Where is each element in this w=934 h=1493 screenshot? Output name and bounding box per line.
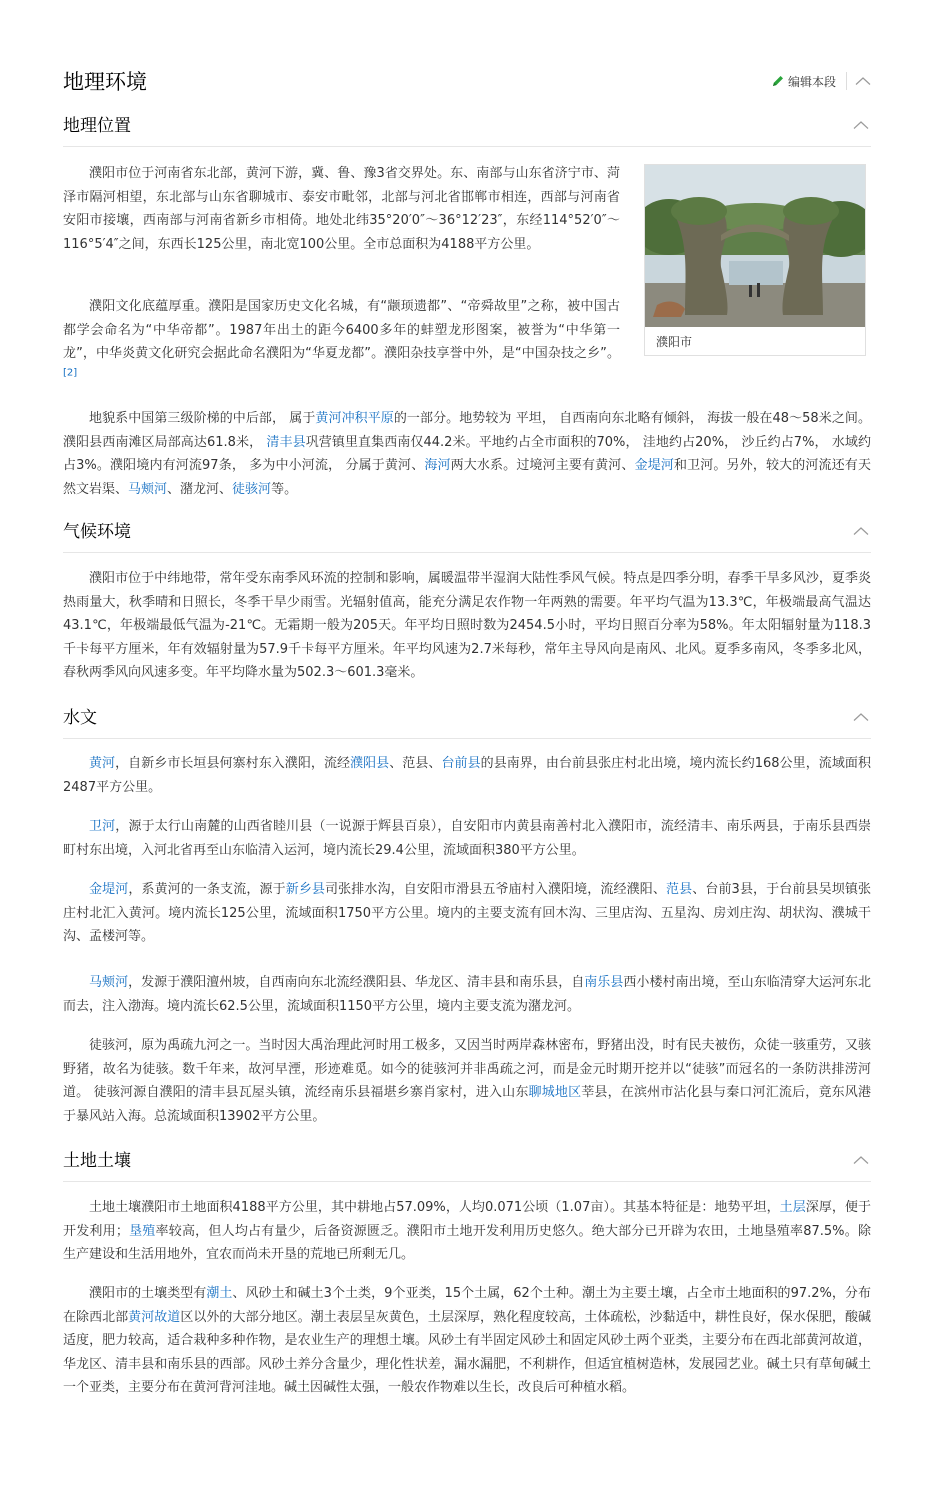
text-run: ，系黄河的一条支流，源于 — [128, 882, 286, 897]
inline-link[interactable]: 黄河故道 — [128, 1309, 181, 1325]
text-run: 濮阳市的土壤类型有 — [89, 1286, 207, 1301]
paragraph — [63, 295, 620, 389]
edit-toolbar — [771, 71, 871, 91]
text-run: ，自新乡市长垣县何寨村东入濮阳，流经 — [115, 756, 351, 771]
inline-link[interactable]: 范县 — [665, 882, 693, 897]
chevron-up-icon[interactable] — [853, 526, 869, 536]
paragraph — [63, 878, 871, 949]
text-run: 莘县，在滨州市沾化县与秦口河汇流后，竟东风港于暴风站入海。总流域面积13902平方公里。 — [63, 1085, 871, 1124]
section-title: 气候环境 — [63, 522, 131, 542]
text-run: 徒骇河，原为禹疏九河之一。当时因大禹治理此河时用工极多，又因当时两岸森林密布，野猪出没，时有民夫被伤，众徒一骇重劳，又骇野猪，故名为徒骇。数千年来，故河早湮，形迹难觅。如今的徒骇河并非禹疏之河，而是金元时期开挖并以“徒骇”而冠名的一条防洪排涝河道。 徒骇河源自濮阳的清丰县瓦屋头镇，流经南乐县福堪乡寨肖家村，进入山东 — [63, 1038, 871, 1101]
text-run: 、台前3县，于台前县吴坝镇张庄村北汇入黄河。境内流长125公里，流域面积1750平方公里。境内的主要支流有回木沟、三里店沟、五星沟、房刘庄沟、胡状沟、濮城干沟、孟楼河等。 — [63, 882, 871, 945]
text-run: ，源于太行山南麓的山西省睦川县（一说源于辉县百泉），自安阳市内黄县南善村北入濮阳市，流经清丰、南乐两县，于南乐县西崇町村东出境，入河北省再至山东临清入运河，境内流长29.4公里，流域面积380平方公里。 — [63, 819, 871, 858]
section-header-land-soil — [63, 1145, 871, 1182]
collapse-all-chevron-up-icon[interactable] — [855, 76, 871, 86]
inline-link[interactable]: 海河 — [424, 458, 451, 474]
text-run: 的一部分。地势较为 平坦， 自西南向东北略有倾斜， 海拔一般在48～58米之间。濮阳县西南滩区局部高达61.8米， — [63, 411, 871, 450]
section-title: 地理位置 — [63, 116, 131, 136]
paragraph — [63, 971, 871, 1018]
text-run: 两大水系。过境河主要有黄河、 — [450, 458, 635, 474]
text-run: 和卫河。另外，较大的河流还有天然文岩渠、 — [63, 458, 871, 497]
section-header-climate — [63, 516, 871, 553]
paragraph — [63, 1034, 871, 1128]
inline-link[interactable]: 垦殖 — [128, 1223, 156, 1239]
text-run: 濮阳市位于中纬地带，常年受东南季风环流的控制和影响，属暖温带半湿润大陆性季风气候。特点是四季分明，春季干旱多风沙，夏季炎热雨量大，秋季晴和日照长，冬季干旱少雨雪。光辐射值高，能充分满足农作物一年两熟的需要。年平均气温为13.3℃，年极端最高气温达43.1℃，年极端最低气温为-21℃。无霜期一般为205天。年平均日照时数为2454.5小时，平均日照百分率为58%。年太阳辐射量为118.3千卡每平方厘米，年有效辐射量为57.9千卡每平方厘米。年平均风速为2.7米每秒，常年主导风向是南风、北风。夏季多南风，冬季多北风，春秋两季风向风速多变。年平均降水量为502.3～601.3毫米。 — [63, 571, 871, 681]
edit-section-button[interactable] — [771, 73, 836, 90]
inline-link[interactable]: 马颊河 — [89, 975, 129, 990]
paragraph — [63, 815, 871, 862]
photo-caption: 濮阳市 — [656, 335, 693, 349]
inline-link[interactable]: 台前县 — [441, 756, 481, 771]
inline-link[interactable]: 濮阳县 — [350, 756, 390, 771]
text-run: 率较高，但人均占有量少，后备资源匮乏。濮阳市土地开发利用历史悠久。绝大部分已开辟为农田，土地垦殖率87.5%。除生产建设和生活用地外，宜农而尚未开垦的荒地已所剩无几。 — [63, 1223, 871, 1263]
text-run: 区以外的大部分地区。潮土表层呈灰黄色，土层深厚，熟化程度较高，土体疏松，沙黏适中，耕性良好，保水保肥，酸碱适度，肥力较高，适合栽种多种作物，是农业生产的理想土壤。风砂土有半固定风砂土和固定风砂土两个亚类，主要分布在西北部黄河故道，华龙区、清丰县和南乐县的西部。风砂土养分含量少，理化性状差，漏水漏肥，不利耕作，但适宜植树造林，发展园艺业。碱土只有草甸碱土一个亚类，主要分布在黄河背河洼地。碱土因碱性太强，一般农作物难以生长，改良后可种植水稻。 — [63, 1309, 871, 1396]
text-run: 巩营镇里直集西南仅44.2米。平地约占全市面积的70%， 洼地约占20%， 沙丘约占7%， 水域约占3%。濮阳境内有河流97条， 多为中小河流， 分属于黄河、 — [63, 434, 872, 474]
photo-image — [645, 165, 865, 327]
inline-link[interactable]: 土层 — [779, 1200, 806, 1215]
page-title: 地理环境 — [63, 70, 147, 94]
paragraph — [63, 162, 620, 256]
inline-link[interactable]: 卫河 — [89, 819, 116, 834]
section-header-hydrology — [63, 702, 871, 739]
section-title: 水文 — [63, 708, 97, 728]
photo-figure[interactable] — [644, 164, 866, 356]
pencil-icon — [771, 74, 785, 88]
inline-link[interactable]: 潮土 — [206, 1286, 233, 1301]
inline-link[interactable]: 黄河 — [89, 756, 116, 771]
inline-link[interactable]: 新乡县 — [285, 882, 326, 897]
text-run: 的县南界，由台前县张庄村北出境，境内流长约168公里，流域面积2487平方公里。 — [63, 756, 871, 795]
section-title: 土地土壤 — [63, 1151, 131, 1171]
text-run: 司张排水沟，自安阳市滑县五爷庙村入濮阳境，流经濮阳、 — [325, 882, 666, 897]
inline-link[interactable]: 金堤河 — [89, 882, 129, 897]
text-run: 濮阳文化底蕴厚重。濮阳是国家历史文化名城，有“颛顼遗都”、“帝舜故里”之称，被中国古都学会命名为“中华帝都”。1987年出土的距今6400多年的蚌塑龙形图案，被誉为“中华第一龙”，中华炎黄文化研究会据此命名濮阳为“华夏龙都”。濮阳杂技享誉中外，是“中国杂技之乡”。 — [63, 299, 620, 362]
text-run: 西小楼村南出境，至山东临清穿大运河东北而去，注入渤海。境内流长62.5公里，流域面积1150平方公里，境内主要支流为潴龙河。 — [63, 975, 871, 1014]
text-run: 深厚，便于开发利用； — [63, 1200, 871, 1239]
text-run: 、范县、 — [389, 756, 442, 771]
paragraph — [63, 1282, 871, 1400]
text-run: 、潴龙河、 — [167, 481, 233, 497]
inline-link[interactable]: 聊城地区 — [528, 1085, 582, 1101]
edit-section-label: 编辑本段 — [788, 74, 837, 89]
text-run: 等。 — [271, 481, 298, 497]
inline-link[interactable]: 清丰县 — [266, 434, 306, 450]
paragraph — [63, 567, 871, 685]
inline-link[interactable]: 徒骇河 — [232, 481, 272, 497]
paragraph — [63, 407, 871, 501]
text-run: ，发源于濮阳澶州坡，自西南向东北流经濮阳县、华龙区、清丰县和南乐县，自 — [128, 975, 585, 990]
paragraph — [63, 1196, 871, 1267]
section-header-location — [63, 110, 871, 147]
chevron-up-icon[interactable] — [853, 712, 869, 722]
inline-link[interactable]: 马颊河 — [128, 481, 168, 497]
text-run: 地貌系中国第三级阶梯的中后部， 属于 — [89, 411, 316, 426]
chevron-up-icon[interactable] — [853, 120, 869, 130]
inline-link[interactable]: 金堤河 — [634, 458, 674, 474]
toolbar-divider — [846, 72, 847, 90]
paragraph — [63, 752, 871, 799]
text-run: 土地土壤濮阳市土地面积4188平方公里，其中耕地占57.09%，人均0.071公顷（1.07亩）。其基本特征是：地势平坦， — [89, 1200, 780, 1215]
inline-link[interactable]: 南乐县 — [584, 975, 624, 990]
reference-marker[interactable]: [2] — [63, 367, 78, 379]
text-run: 、风砂土和碱土3个土类，9个亚类，15个土属，62个土种。潮土为主要土壤，占全市土地面积的97.2%，分布在除西北部 — [63, 1286, 871, 1325]
inline-link[interactable]: 黄河冲积平原 — [315, 411, 394, 426]
chevron-up-icon[interactable] — [853, 1155, 869, 1165]
text-run: 濮阳市位于河南省东北部，黄河下游，冀、鲁、豫3省交界处。东、南部与山东省济宁市、菏泽市隔河相望，东北部与山东省聊城市、泰安市毗邻，北部与河北省邯郸市相连，西部与河南省安阳市接壤，西南部与河南省新乡市相倚。地处北纬35°20′0″～36°12′23″，东经114°52′0″～116°5′4″之间，东西长125公里，南北宽100公里。全市总面积为4188平方公里。 — [63, 166, 620, 252]
